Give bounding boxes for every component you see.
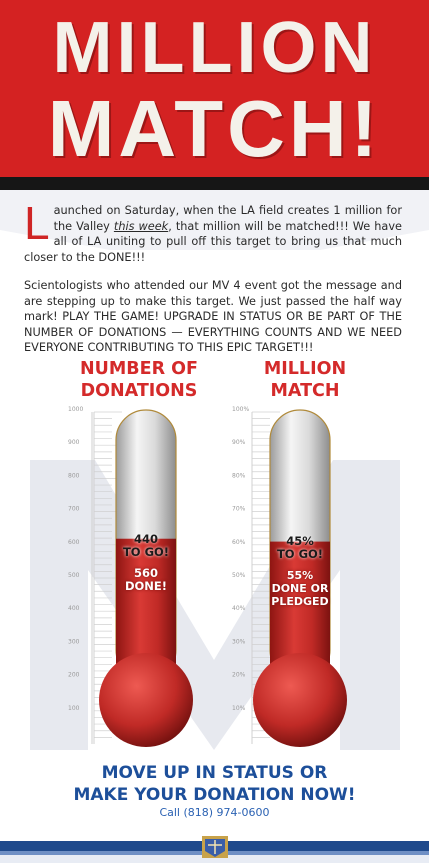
banner-title-line2: MATCH! — [47, 84, 382, 173]
match-heading-line1: MILLION — [263, 359, 347, 379]
match-done-label-line1: DONE OR — [271, 582, 329, 595]
scale-tick-label: 500 — [68, 572, 80, 579]
scale-tick-label: 70% — [232, 505, 246, 513]
match-remaining-value: 45% — [286, 534, 314, 548]
scale-tick-label: 40% — [232, 605, 246, 613]
scale-tick-label: 50% — [232, 572, 246, 579]
intro-paragraph-2: Scientologists who attended our MV 4 event got the message and are stepping up to make this target. We just passed the half way mark! PLAY THE GAME! UPGRADE IN STATUS OR BE PART OF THE NUMBER OF DONATIONS — EVERYTHING COUNTS AND WE NEED EVERYONE CONTRIBUTING TO THIS EPIC TARGET!!! — [24, 279, 402, 354]
drop-cap: L — [24, 197, 50, 249]
scale-tick-label: 30% — [232, 638, 246, 646]
intro-text — [24, 197, 402, 369]
scale-tick-label: 600 — [68, 538, 80, 546]
intro-paragraph-1 — [24, 197, 402, 265]
donations-heading — [64, 358, 214, 402]
scale-tick-label: 300 — [68, 638, 80, 646]
donations-bulb — [99, 653, 193, 747]
crest-logo — [202, 836, 228, 858]
scale-tick-label: 60% — [232, 538, 246, 546]
match-done-label-line2: PLEDGED — [271, 595, 329, 608]
match-remaining-label: TO GO! — [276, 547, 324, 561]
phone-number[interactable]: Call (818) 974-0600 — [159, 806, 270, 819]
donations-done-label: DONE! — [124, 579, 168, 593]
donations-done-value: 560 — [133, 566, 158, 580]
intro-p1-text-end: , that million will be matched!!! We have all of LA uniting to pull off this target to bring us that much closer to the DONE!!! — [24, 219, 402, 264]
scale-tick-label: 900 — [68, 439, 80, 447]
match-done-value: 55% — [286, 569, 314, 582]
scale-tick-label: 10% — [232, 704, 246, 712]
match-heading-line2: MATCH — [270, 381, 340, 401]
donations-heading-line2: DONATIONS — [80, 381, 198, 401]
cta-line1: MOVE UP IN STATUS OR — [101, 763, 328, 783]
scale-tick-label: 200 — [68, 671, 80, 679]
scale-tick-label: 400 — [68, 605, 80, 613]
donations-remaining — [116, 533, 176, 559]
donations-remaining-label: TO GO! — [122, 545, 170, 559]
intro-p1-text: aunched on Saturday, when the LA field creates 1 million for the Valley — [53, 204, 402, 233]
footer-band — [0, 836, 429, 863]
banner-title-line1: MILLION — [52, 8, 377, 88]
match-remaining — [270, 535, 330, 561]
scale-tick-label: 100 — [68, 704, 80, 712]
scale-tick-label: 20% — [232, 671, 246, 679]
scale-tick-label: 1000 — [68, 406, 84, 413]
cta-line2: MAKE YOUR DONATION NOW! — [73, 785, 356, 805]
match-heading — [242, 358, 368, 402]
scale-tick-label: 80% — [232, 472, 246, 480]
scale-tick-label: 800 — [68, 472, 80, 480]
donations-heading-line1: NUMBER OF — [80, 359, 198, 379]
intro-p1-emphasis: this week — [113, 219, 169, 233]
donations-remaining-value: 440 — [133, 532, 158, 546]
scale-tick-label: 100% — [232, 406, 250, 413]
scale-tick-label: 700 — [68, 505, 80, 513]
scale-tick-label: 90% — [232, 439, 246, 447]
match-done — [266, 569, 334, 608]
match-bulb — [253, 653, 347, 747]
donations-done — [116, 567, 176, 593]
